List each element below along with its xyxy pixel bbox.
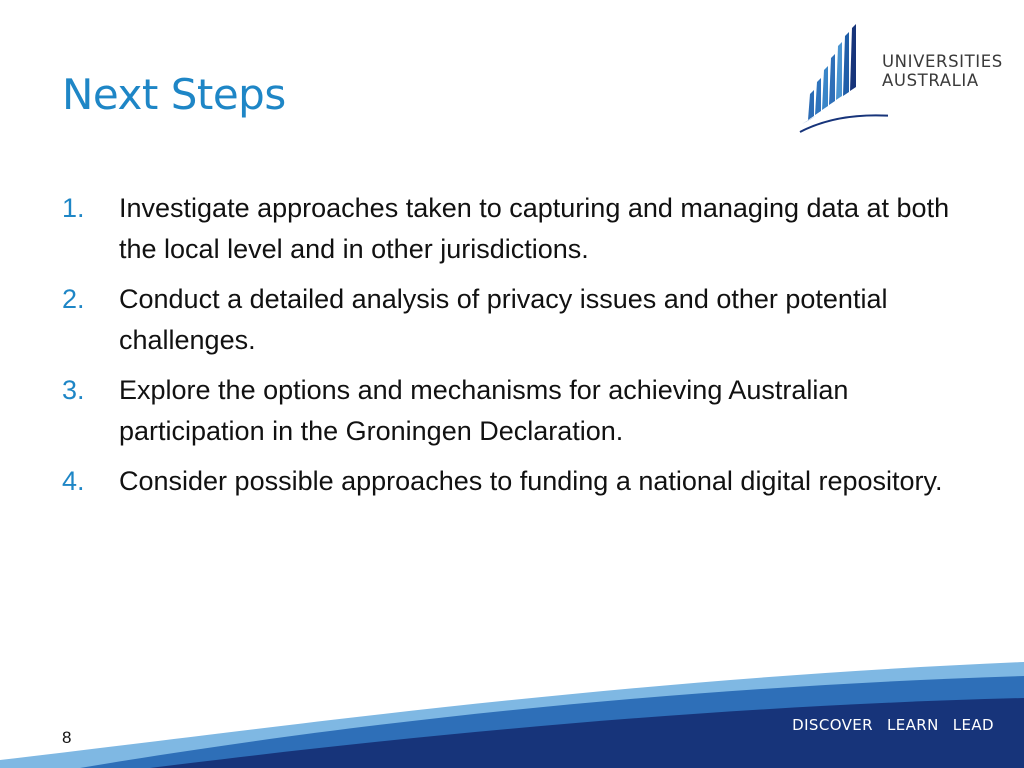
step-number: 2. — [62, 284, 85, 314]
step-text: Conduct a detailed analysis of privacy issues and other potential challenges. — [119, 284, 888, 355]
logo-line-2: AUSTRALIA — [882, 71, 979, 90]
footer-wave-graphic — [0, 640, 1024, 768]
universities-australia-logo — [798, 20, 1008, 140]
step-number: 3. — [62, 375, 85, 405]
step-text: Explore the options and mechanisms for achieving Australian participation in the Groningen Declaration. — [119, 375, 849, 446]
tagline-learn: LEARN — [887, 716, 939, 734]
footer-tagline — [792, 716, 994, 734]
list-item — [62, 188, 982, 270]
list-item — [62, 370, 982, 452]
logo-line-1: UNIVERSITIES — [882, 52, 1003, 71]
next-steps-list — [62, 188, 982, 511]
list-item — [62, 279, 982, 361]
tagline-lead: LEAD — [952, 716, 994, 734]
step-number: 1. — [62, 193, 85, 223]
list-item — [62, 461, 982, 502]
page-number: 8 — [62, 728, 72, 747]
step-text: Investigate approaches taken to capturing and managing data at both the local level and in other jurisdictions. — [119, 193, 950, 264]
step-number: 4. — [62, 466, 85, 496]
slide-title: Next Steps — [62, 70, 286, 119]
step-text: Consider possible approaches to funding a national digital repository. — [119, 466, 943, 496]
logo-wordmark — [882, 52, 1003, 90]
sail-logo-icon — [798, 20, 888, 140]
tagline-discover: DISCOVER — [792, 716, 873, 734]
